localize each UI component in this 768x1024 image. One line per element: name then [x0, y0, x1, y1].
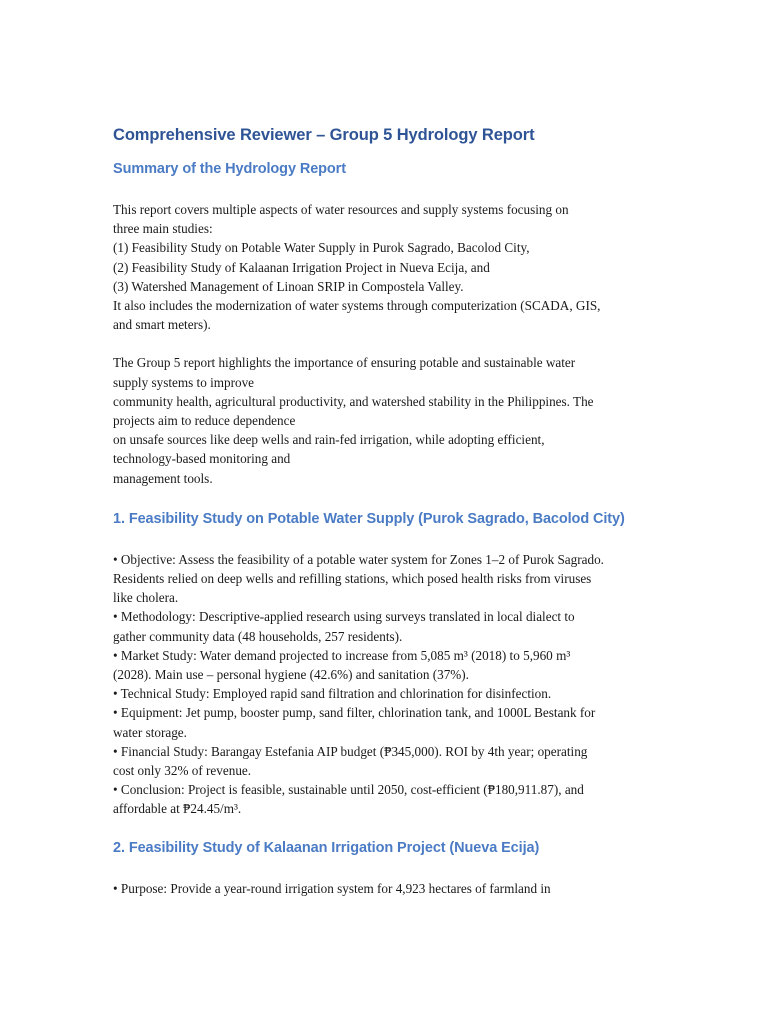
text-line: on unsafe sources like deep wells and rain-fed irrigation, while adopting efficient,: [113, 432, 545, 448]
text-line: • Purpose: Provide a year-round irrigation system for 4,923 hectares of farmland in: [113, 880, 551, 896]
text-line: supply systems to improve: [113, 374, 255, 390]
text-line: It also includes the modernization of water systems through computerization (SCADA, GIS,: [113, 298, 601, 314]
text-line: This report covers multiple aspects of water resources and supply systems focusing on: [113, 202, 569, 217]
section-1-heading: 1. Feasibility Study on Potable Water Supply (Purok Sagrado, Bacolod City): [113, 510, 625, 527]
text-line: (1) Feasibility Study on Potable Water Supply in Purok Sagrado, Bacolod City,: [113, 240, 530, 256]
text-line: (2028). Main use – personal hygiene (42.6%) and sanitation (37%).: [113, 667, 469, 683]
text-line: technology-based monitoring and: [113, 451, 291, 467]
text-line: • Equipment: Jet pump, booster pump, sand filter, chlorination tank, and 1000L Bestank for: [113, 705, 596, 721]
summary-heading: Summary of the Hydrology Report: [113, 161, 346, 177]
text-line: management tools.: [113, 470, 213, 486]
text-line: (3) Watershed Management of Linoan SRIP in Compostela Valley.: [113, 278, 464, 294]
text-line: gather community data (48 households, 257 residents).: [113, 628, 403, 644]
text-line: three main studies:: [113, 221, 213, 237]
document-page: [113, 124, 658, 898]
text-line: and smart meters).: [113, 317, 211, 333]
section-1-body: [113, 550, 658, 819]
document-title: Comprehensive Reviewer – Group 5 Hydrology Report: [113, 126, 535, 144]
summary-paragraph-2: [113, 353, 658, 487]
section-2-heading: 2. Feasibility Study of Kalaanan Irrigation Project (Nueva Ecija): [113, 839, 540, 856]
text-line: Residents relied on deep wells and refilling stations, which posed health risks from viruses: [113, 571, 592, 587]
text-line: water storage.: [113, 724, 187, 740]
text-line: • Financial Study: Barangay Estefania AIP budget (₱345,000). ROI by 4th year; operating: [113, 743, 588, 759]
text-line: • Conclusion: Project is feasible, sustainable until 2050, cost-efficient (₱180,911.87), and: [113, 782, 584, 798]
text-line: (2) Feasibility Study of Kalaanan Irrigation Project in Nueva Ecija, and: [113, 259, 490, 275]
text-line: like cholera.: [113, 590, 179, 606]
text-line: • Technical Study: Employed rapid sand filtration and chlorination for disinfection.: [113, 686, 552, 702]
section-2-body: [113, 879, 658, 898]
text-line: projects aim to reduce dependence: [113, 413, 296, 429]
text-line: • Methodology: Descriptive-applied research using surveys translated in local dialect to: [113, 609, 575, 625]
text-line: The Group 5 report highlights the importance of ensuring potable and sustainable water: [113, 355, 576, 371]
text-line: • Market Study: Water demand projected to increase from 5,085 m³ (2018) to 5,960 m³: [113, 647, 571, 663]
text-line: • Objective: Assess the feasibility of a potable water system for Zones 1–2 of Purok Sagrado.: [113, 551, 604, 567]
text-line: community health, agricultural productivity, and watershed stability in the Philippines. The: [113, 393, 594, 409]
text-line: affordable at ₱24.45/m³.: [113, 801, 242, 817]
summary-paragraph-1: [113, 200, 658, 334]
text-line: cost only 32% of revenue.: [113, 763, 252, 779]
